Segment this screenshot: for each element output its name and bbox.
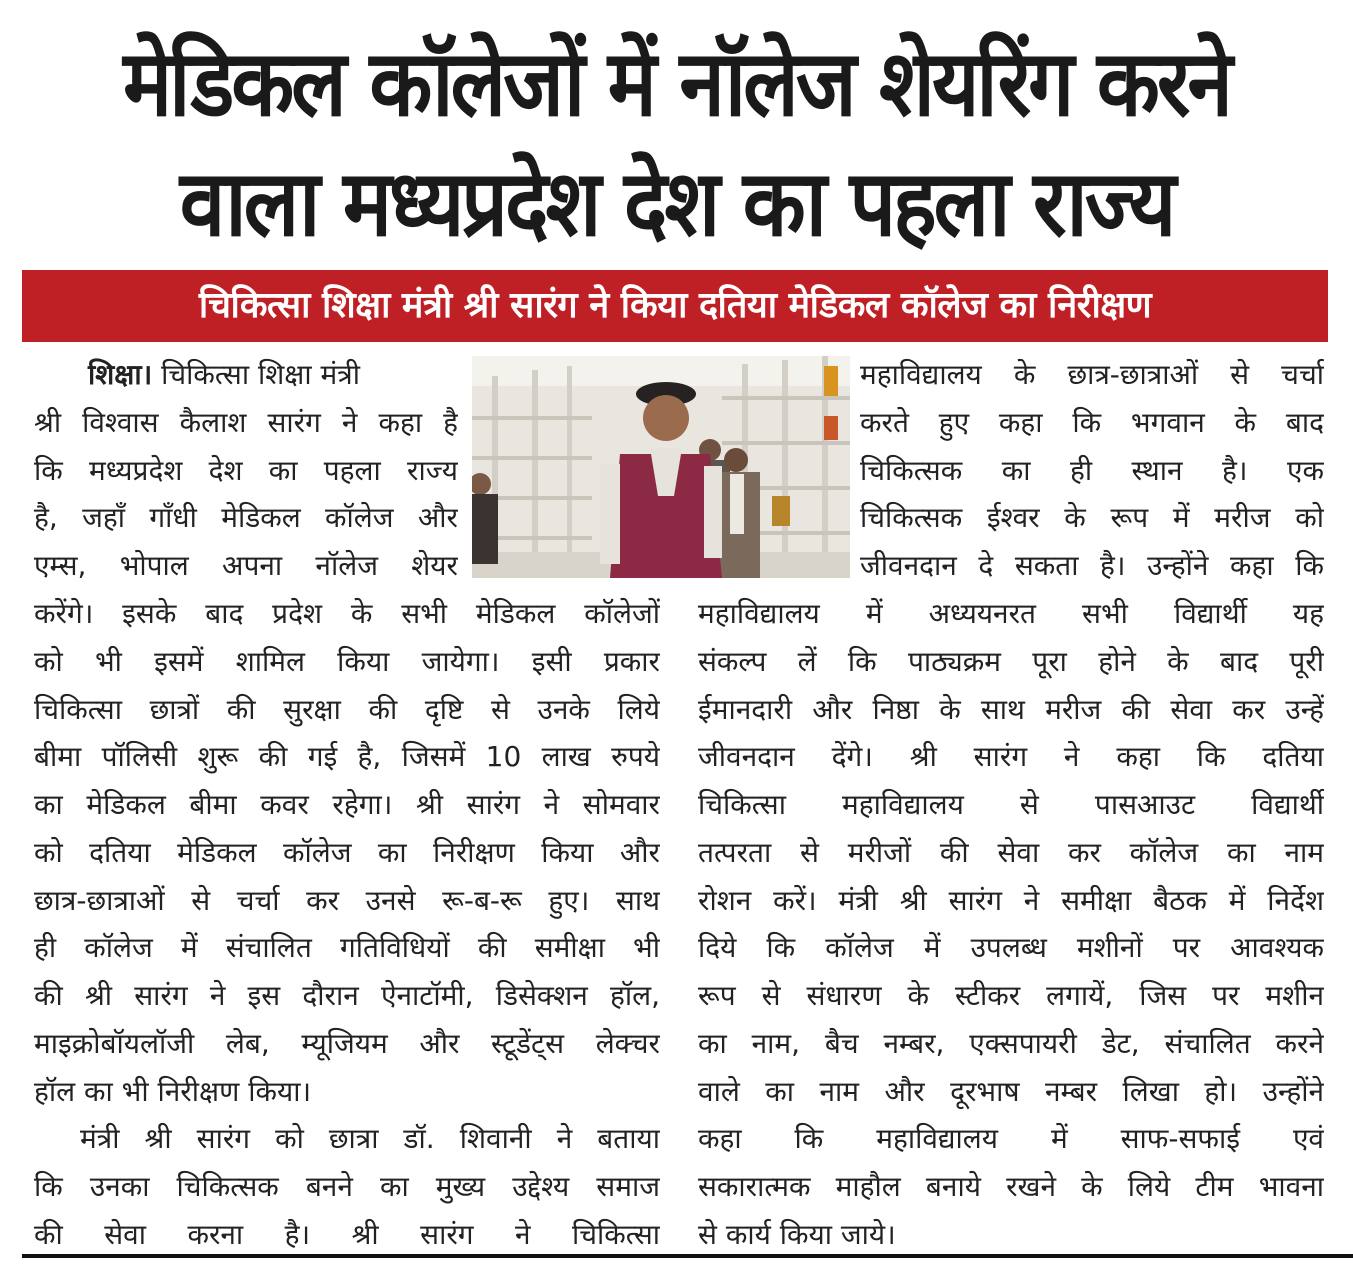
paragraph-line: करते हुए कहा कि भगवान के बाद — [860, 406, 1324, 439]
paragraph-line: को भी इसमें शामिल किया जायेगा। इसी प्रकार — [34, 645, 660, 678]
paragraph-line: की सेवा करना है। श्री सारंग ने चिकित्सा — [34, 1218, 660, 1251]
paragraph-line: महाविद्यालय के छात्र-छात्राओं से चर्चा — [860, 358, 1324, 391]
paragraph-line: हॉल का भी निरीक्षण किया। — [34, 1075, 312, 1108]
paragraph-line: श्री विश्वास कैलाश सारंग ने कहा है — [34, 406, 458, 439]
paragraph-line: रूप से संधारण के स्टीकर लगायें, जिस पर मशीन — [698, 979, 1324, 1012]
paragraph-line: कि मध्यप्रदेश देश का पहला राज्य — [34, 454, 458, 487]
paragraph-line: चिकित्सा छात्रों की सुरक्षा की दृष्टि से उनके लिये — [34, 693, 660, 726]
paragraph-line: करेंगे। इसके बाद प्रदेश के सभी मेडिकल कॉलेजों — [34, 597, 660, 630]
paragraph-line: बीमा पॉलिसी शुरू की गई है, जिसमें 10 लाख रुपये — [34, 740, 660, 773]
headline-line-1: मेडिकल कॉलेजों में नॉलेज शेयरिंग करने — [123, 31, 1230, 138]
paragraph-line: छात्र-छात्राओं से चर्चा कर उनसे रू-ब-रू हुए। साथ — [34, 884, 660, 917]
dateline: शिक्षा। — [88, 358, 153, 391]
paragraph-line: है, जहाँ गाँधी मेडिकल कॉलेज और — [34, 501, 458, 534]
paragraph-line: का मेडिकल बीमा कवर रहेगा। श्री सारंग ने सोमवार — [34, 788, 660, 821]
paragraph-line: तत्परता से मरीजों की सेवा कर कॉलेज का नाम — [698, 836, 1324, 869]
headline-line-2: वाला मध्यप्रदेश देश का पहला राज्य — [179, 151, 1174, 258]
paragraph-line: मंत्री श्री सारंग को छात्रा डॉ. शिवानी ने बताया — [80, 1122, 660, 1155]
paragraph-line: संकल्प लें कि पाठ्यक्रम पूरा होने के बाद पूरी — [698, 645, 1324, 678]
subheadline-banner: चिकित्सा शिक्षा मंत्री श्री सारंग ने किया दतिया मेडिकल कॉलेज का निरीक्षण — [22, 270, 1328, 342]
paragraph-line: का नाम, बैच नम्बर, एक्सपायरी डेट, संचालित करने — [698, 1027, 1324, 1060]
paragraph-line: को दतिया मेडिकल कॉलेज का निरीक्षण किया और — [34, 836, 660, 869]
paragraph-line: माइक्रोबॉयलॉजी लेब, म्यूजियम और स्टूडेंट्स लेक्चर — [34, 1027, 660, 1060]
paragraph-line: शिक्षा। चिकित्सा शिक्षा मंत्री — [88, 358, 360, 391]
paragraph-line: दिये कि कॉलेज में उपलब्ध मशीनों पर आवश्यक — [698, 931, 1324, 964]
paragraph-line: चिकित्सा महाविद्यालय से पासआउट विद्यार्थी — [698, 788, 1324, 821]
paragraph-line: जीवनदान देंगे। श्री सारंग ने कहा कि दतिया — [698, 740, 1324, 773]
bottom-rule — [22, 1254, 1353, 1258]
paragraph-line: से कार्य किया जाये। — [698, 1218, 896, 1251]
paragraph-line: ही कॉलेज में संचालित गतिविधियों की समीक्षा भी — [34, 931, 660, 964]
paragraph-line: सकारात्मक माहौल बनाये रखने के लिये टीम भावना — [698, 1170, 1324, 1203]
paragraph-line: वाले का नाम और दूरभाष नम्बर लिखा हो। उन्होंने — [698, 1075, 1324, 1108]
paragraph-line: चिकित्सक का ही स्थान है। एक — [860, 454, 1324, 487]
paragraph-line: एम्स, भोपाल अपना नॉलेज शेयर — [34, 549, 458, 582]
paragraph-line: महाविद्यालय में अध्ययनरत सभी विद्यार्थी यह — [698, 597, 1324, 630]
paragraph-line: रोशन करें। मंत्री श्री सारंग ने समीक्षा बैठक में निर्देश — [698, 884, 1324, 917]
paragraph-line: चिकित्सक ईश्वर के रूप में मरीज को — [860, 501, 1324, 534]
news-photo — [472, 356, 850, 578]
paragraph-line: की श्री सारंग ने इस दौरान ऐनाटॉमी, डिसेक्शन हॉल, — [34, 979, 660, 1012]
paragraph-line: कि उनका चिकित्सक बनने का मुख्य उद्देश्य समाज — [34, 1170, 660, 1203]
paragraph-line: ईमानदारी और निष्ठा के साथ मरीज की सेवा कर उन्हें — [698, 693, 1324, 726]
paragraph-line: कहा कि महाविद्यालय में साफ-सफाई एवं — [698, 1122, 1324, 1155]
paragraph-line: जीवनदान दे सकता है। उन्होंने कहा कि — [860, 549, 1324, 582]
